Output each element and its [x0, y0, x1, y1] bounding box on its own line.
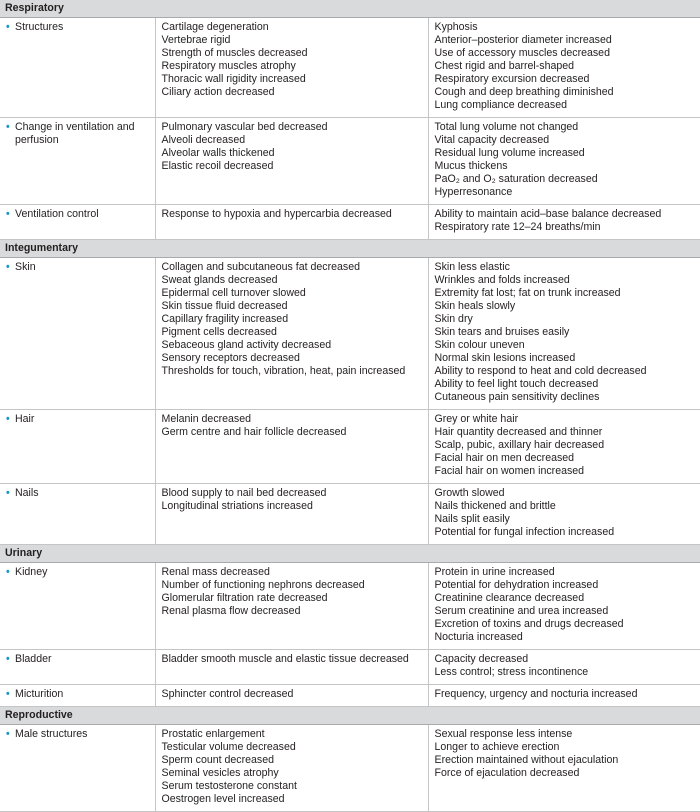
physiological-change-line: Prostatic enlargement	[161, 728, 265, 740]
physiological-change-line: Germ centre and hair follicle decreased	[161, 426, 347, 438]
bullet-icon: •	[6, 487, 10, 499]
clinical-effect-line: Grey or white hair	[434, 413, 519, 425]
category	[6, 21, 151, 34]
bullet-icon: •	[6, 413, 10, 425]
bullet-icon: •	[6, 121, 10, 133]
physiological-change-line: Elastic recoil decreased	[161, 160, 274, 172]
clinical-effect-line: Mucus thickens	[434, 160, 508, 172]
clinical-effect-cell	[428, 18, 700, 118]
clinical-effect-line: Force of ejaculation decreased	[434, 767, 580, 779]
clinical-effect-line: Potential for fungal infection increased	[434, 526, 615, 538]
category-cell	[0, 258, 155, 410]
physiological-change-cell	[155, 650, 428, 685]
clinical-effect-line: Facial hair on women increased	[434, 465, 585, 477]
category-cell	[0, 18, 155, 118]
clinical-effect-line: Skin dry	[434, 313, 473, 325]
physiological-change-cell	[155, 685, 428, 707]
clinical-effect-line: Growth slowed	[434, 487, 505, 499]
clinical-effect-line: Use of accessory muscles decreased	[434, 47, 610, 59]
physiological-change-line: Oestrogen level increased	[161, 793, 285, 805]
category-label: Male structures	[15, 728, 88, 740]
clinical-effect-line: Scalp, pubic, axillary hair decreased	[434, 439, 605, 451]
bullet-icon: •	[6, 728, 10, 740]
category-label: Structures	[15, 21, 64, 33]
clinical-effect-line: Respiratory excursion decreased	[434, 73, 590, 85]
clinical-effect-line: PaO₂ and O₂ saturation decreased	[434, 173, 598, 185]
physiological-change-line: Collagen and subcutaneous fat decreased	[161, 261, 360, 273]
category-cell	[0, 563, 155, 650]
physiological-change-line: Seminal vesicles atrophy	[161, 767, 279, 779]
category	[6, 208, 151, 221]
table-row	[0, 410, 700, 484]
physiological-change-line: Capillary fragility increased	[161, 313, 289, 325]
physiological-change-line: Renal mass decreased	[161, 566, 270, 578]
clinical-effect-line: Frequency, urgency and nocturia increased	[434, 688, 638, 700]
physiological-change-cell	[155, 725, 428, 812]
bullet-icon: •	[6, 208, 10, 220]
clinical-effect-line: Nails thickened and brittle	[434, 500, 556, 512]
bullet-icon: •	[6, 653, 10, 665]
physiological-change-line: Thresholds for touch, vibration, heat, pain increased	[161, 365, 406, 377]
physiological-change-line: Pigment cells decreased	[161, 326, 277, 338]
clinical-effect-line: Capacity decreased	[434, 653, 529, 665]
table-row	[0, 118, 700, 205]
clinical-effect-line: Vital capacity decreased	[434, 134, 550, 146]
section-header-row	[0, 0, 700, 18]
clinical-effect-line: Creatinine clearance decreased	[434, 592, 585, 604]
clinical-effect-line: Hair quantity decreased and thinner	[434, 426, 603, 438]
clinical-effect-line: Skin heals slowly	[434, 300, 516, 312]
section-title: Urinary	[0, 545, 700, 563]
clinical-effect-line: Total lung volume not changed	[434, 121, 579, 133]
clinical-effect-cell	[428, 410, 700, 484]
section-title: Respiratory	[0, 0, 700, 18]
clinical-effect-cell	[428, 685, 700, 707]
section-title: Integumentary	[0, 240, 700, 258]
physiological-change-line: Sebaceous gland activity decreased	[161, 339, 332, 351]
physiological-change-line: Longitudinal striations increased	[161, 500, 313, 512]
category-cell	[0, 725, 155, 812]
physiological-change-line: Sweat glands decreased	[161, 274, 278, 286]
physiological-change-line: Response to hypoxia and hypercarbia decreased	[161, 208, 392, 220]
physiological-change-cell	[155, 410, 428, 484]
physiological-change-line: Number of functioning nephrons decreased	[161, 579, 365, 591]
table-row	[0, 18, 700, 118]
category-label: Hair	[15, 413, 35, 425]
clinical-effect-line: Respiratory rate 12–24 breaths/min	[434, 221, 601, 233]
table-row	[0, 725, 700, 812]
clinical-effect-cell	[428, 484, 700, 545]
category	[6, 688, 151, 701]
clinical-effect-line: Protein in urine increased	[434, 566, 555, 578]
bullet-icon: •	[6, 688, 10, 700]
clinical-effect-line: Lung compliance decreased	[434, 99, 568, 111]
physiological-change-line: Skin tissue fluid decreased	[161, 300, 288, 312]
clinical-effect-line: Cutaneous pain sensitivity declines	[434, 391, 600, 403]
physiological-change-line: Cartilage degeneration	[161, 21, 269, 33]
clinical-effect-line: Kyphosis	[434, 21, 478, 33]
category-cell	[0, 650, 155, 685]
clinical-effect-line: Skin tears and bruises easily	[434, 326, 570, 338]
section-header-row	[0, 240, 700, 258]
category-cell	[0, 205, 155, 240]
clinical-effect-line: Wrinkles and folds increased	[434, 274, 570, 286]
physiological-change-line: Epidermal cell turnover slowed	[161, 287, 306, 299]
clinical-effect-line: Cough and deep breathing diminished	[434, 86, 614, 98]
category	[6, 261, 151, 274]
physiological-change-line: Thoracic wall rigidity increased	[161, 73, 306, 85]
clinical-effect-line: Skin colour uneven	[434, 339, 525, 351]
clinical-effect-cell	[428, 205, 700, 240]
category-label: Micturition	[15, 688, 64, 700]
category-cell	[0, 484, 155, 545]
section-header-row	[0, 545, 700, 563]
physiological-change-line: Sphincter control decreased	[161, 688, 294, 700]
section-title: Reproductive	[0, 707, 700, 725]
clinical-effect-line: Potential for dehydration increased	[434, 579, 599, 591]
physiological-change-line: Serum testosterone constant	[161, 780, 297, 792]
physiological-change-line: Ciliary action decreased	[161, 86, 275, 98]
clinical-effect-line: Less control; stress incontinence	[434, 666, 589, 678]
clinical-effect-cell	[428, 725, 700, 812]
physiological-change-line: Respiratory muscles atrophy	[161, 60, 296, 72]
category	[6, 653, 151, 666]
category-cell	[0, 410, 155, 484]
physiological-change-line: Pulmonary vascular bed decreased	[161, 121, 328, 133]
physiological-change-cell	[155, 563, 428, 650]
table-row	[0, 205, 700, 240]
clinical-effect-line: Erection maintained without ejaculation	[434, 754, 619, 766]
clinical-effect-line: Extremity fat lost; fat on trunk increased	[434, 287, 621, 299]
clinical-effect-line: Skin less elastic	[434, 261, 510, 273]
physiological-change-line: Alveolar walls thickened	[161, 147, 275, 159]
clinical-effect-line: Serum creatinine and urea increased	[434, 605, 609, 617]
category-label: Bladder	[15, 653, 52, 665]
clinical-effect-line: Hyperresonance	[434, 186, 513, 198]
clinical-effect-line: Normal skin lesions increased	[434, 352, 576, 364]
clinical-effect-line: Ability to feel light touch decreased	[434, 378, 599, 390]
physiological-change-line: Renal plasma flow decreased	[161, 605, 301, 617]
category-label: Ventilation control	[15, 208, 99, 220]
category	[6, 728, 151, 741]
clinical-effect-cell	[428, 118, 700, 205]
physiological-change-cell	[155, 18, 428, 118]
physiological-change-line: Vertebrae rigid	[161, 34, 231, 46]
section-header-row	[0, 707, 700, 725]
clinical-effect-line: Chest rigid and barrel-shaped	[434, 60, 575, 72]
physiological-change-line: Sperm count decreased	[161, 754, 274, 766]
physiological-change-cell	[155, 118, 428, 205]
physiological-change-line: Melanin decreased	[161, 413, 252, 425]
clinical-effect-line: Facial hair on men decreased	[434, 452, 575, 464]
table-row	[0, 563, 700, 650]
clinical-effect-line: Residual lung volume increased	[434, 147, 585, 159]
clinical-effect-cell	[428, 563, 700, 650]
clinical-effect-line: Nocturia increased	[434, 631, 523, 643]
clinical-effect-line: Ability to maintain acid–base balance decreased	[434, 208, 662, 220]
clinical-effect-line: Sexual response less intense	[434, 728, 573, 740]
physiological-change-line: Sensory receptors decreased	[161, 352, 300, 364]
category-cell	[0, 118, 155, 205]
clinical-effect-line: Excretion of toxins and drugs decreased	[434, 618, 624, 630]
table-row	[0, 685, 700, 707]
clinical-effect-cell	[428, 650, 700, 685]
category	[6, 566, 151, 579]
category	[6, 121, 151, 147]
clinical-effect-cell	[428, 258, 700, 410]
table-row	[0, 258, 700, 410]
category-cell	[0, 685, 155, 707]
table-row	[0, 650, 700, 685]
clinical-effect-line: Anterior–posterior diameter increased	[434, 34, 612, 46]
table-row	[0, 484, 700, 545]
physiological-change-line: Alveoli decreased	[161, 134, 246, 146]
category-label: Change in ventilation and perfusion	[15, 121, 135, 146]
physiological-change-line: Glomerular filtration rate decreased	[161, 592, 328, 604]
bullet-icon: •	[6, 566, 10, 578]
clinical-effect-line: Longer to achieve erection	[434, 741, 560, 753]
physiological-change-cell	[155, 484, 428, 545]
physiological-change-cell	[155, 205, 428, 240]
bullet-icon: •	[6, 261, 10, 273]
category	[6, 487, 151, 500]
physiological-change-line: Blood supply to nail bed decreased	[161, 487, 327, 499]
physiological-change-line: Bladder smooth muscle and elastic tissue decreased	[161, 653, 409, 665]
clinical-effect-line: Ability to respond to heat and cold decreased	[434, 365, 647, 377]
bullet-icon: •	[6, 21, 10, 33]
category	[6, 413, 151, 426]
physiological-change-cell	[155, 258, 428, 410]
physiological-change-line: Testicular volume decreased	[161, 741, 296, 753]
category-label: Nails	[15, 487, 39, 499]
category-label: Skin	[15, 261, 36, 273]
clinical-effect-line: Nails split easily	[434, 513, 510, 525]
physiological-change-line: Strength of muscles decreased	[161, 47, 308, 59]
category-label: Kidney	[15, 566, 48, 578]
